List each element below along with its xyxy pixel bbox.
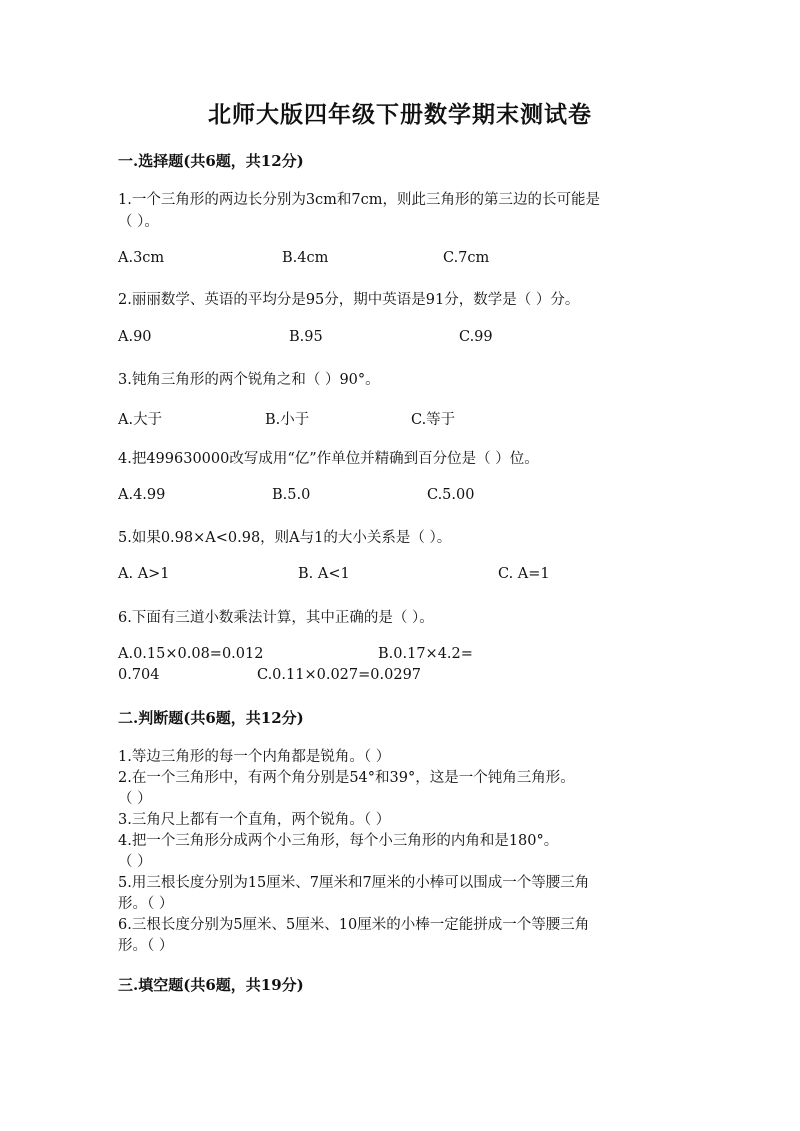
q5-option-b: B. A<1: [298, 566, 350, 582]
q6-option-a: A.0.15×0.08=0.012: [118, 646, 264, 662]
q1-option-b: B.4cm: [282, 250, 329, 266]
judgment-line: 2.在一个三角形中，有两个角分别是54°和39°，这是一个钝角三角形。: [118, 770, 575, 786]
question-6-text: 6.下面有三道小数乘法计算，其中正确的是（ ）。: [118, 610, 434, 626]
section-heading-fill-in: 三.填空题(共6题，共19分): [118, 976, 304, 994]
question-1-text: 1.一个三角形的两边长分别为3cm和7cm，则此三角形的第三边的长可能是: [118, 192, 601, 208]
question-2-text: 2.丽丽数学、英语的平均分是95分，期中英语是91分，数学是（ ）分。: [118, 292, 580, 308]
q2-option-c: C.99: [459, 329, 493, 345]
judgment-line: 5.用三根长度分别为15厘米、7厘米和7厘米的小棒可以围成一个等腰三角: [118, 875, 590, 891]
q2-option-b: B.95: [289, 329, 323, 345]
q5-option-c: C. A=1: [498, 566, 550, 582]
question-1-text-cont: （ ）。: [118, 214, 159, 230]
q5-option-a: A. A>1: [118, 566, 170, 582]
section-heading-judgment: 二.判断题(共6题，共12分): [118, 709, 304, 727]
question-3-text: 3.钝角三角形的两个锐角之和（ ）90°。: [118, 372, 380, 388]
judgment-line: （ ）: [118, 791, 152, 807]
question-4-text: 4.把499630000改写成用“亿”作单位并精确到百分位是（ ）位。: [118, 451, 539, 467]
section-heading-choice: 一.选择题(共6题，共12分): [118, 152, 304, 170]
judgment-line: 4.把一个三角形分成两个小三角形，每个小三角形的内角和是180°。: [118, 833, 559, 849]
q3-option-a: A.大于: [118, 412, 163, 428]
q6-option-b: B.0.17×4.2=: [378, 646, 473, 662]
q4-option-a: A.4.99: [118, 487, 166, 503]
q1-option-a: A.3cm: [118, 250, 165, 266]
judgment-line: 3.三角尺上都有一个直角，两个锐角。（ ）: [118, 812, 391, 828]
question-5-text: 5.如果0.98×A<0.98，则A与1的大小关系是（ ）。: [118, 530, 452, 546]
q6-option-b-cont: 0.704: [118, 667, 160, 683]
q6-option-c: C.0.11×0.027=0.0297: [257, 667, 422, 683]
q2-option-a: A.90: [118, 329, 152, 345]
judgment-line: 形。（ ）: [118, 938, 174, 954]
judgment-line: （ ）: [118, 854, 152, 870]
judgment-line: 6.三根长度分别为5厘米、5厘米、10厘米的小棒一定能拼成一个等腰三角: [118, 917, 590, 933]
q3-option-b: B.小于: [265, 412, 310, 428]
q4-option-c: C.5.00: [427, 487, 475, 503]
judgment-line: 1.等边三角形的每一个内角都是锐角。（ ）: [118, 749, 391, 765]
q3-option-c: C.等于: [411, 412, 456, 428]
q1-option-c: C.7cm: [443, 250, 490, 266]
page-title: 北师大版四年级下册数学期末测试卷: [208, 101, 592, 128]
judgment-line: 形。（ ）: [118, 896, 174, 912]
q4-option-b: B.5.0: [272, 487, 311, 503]
